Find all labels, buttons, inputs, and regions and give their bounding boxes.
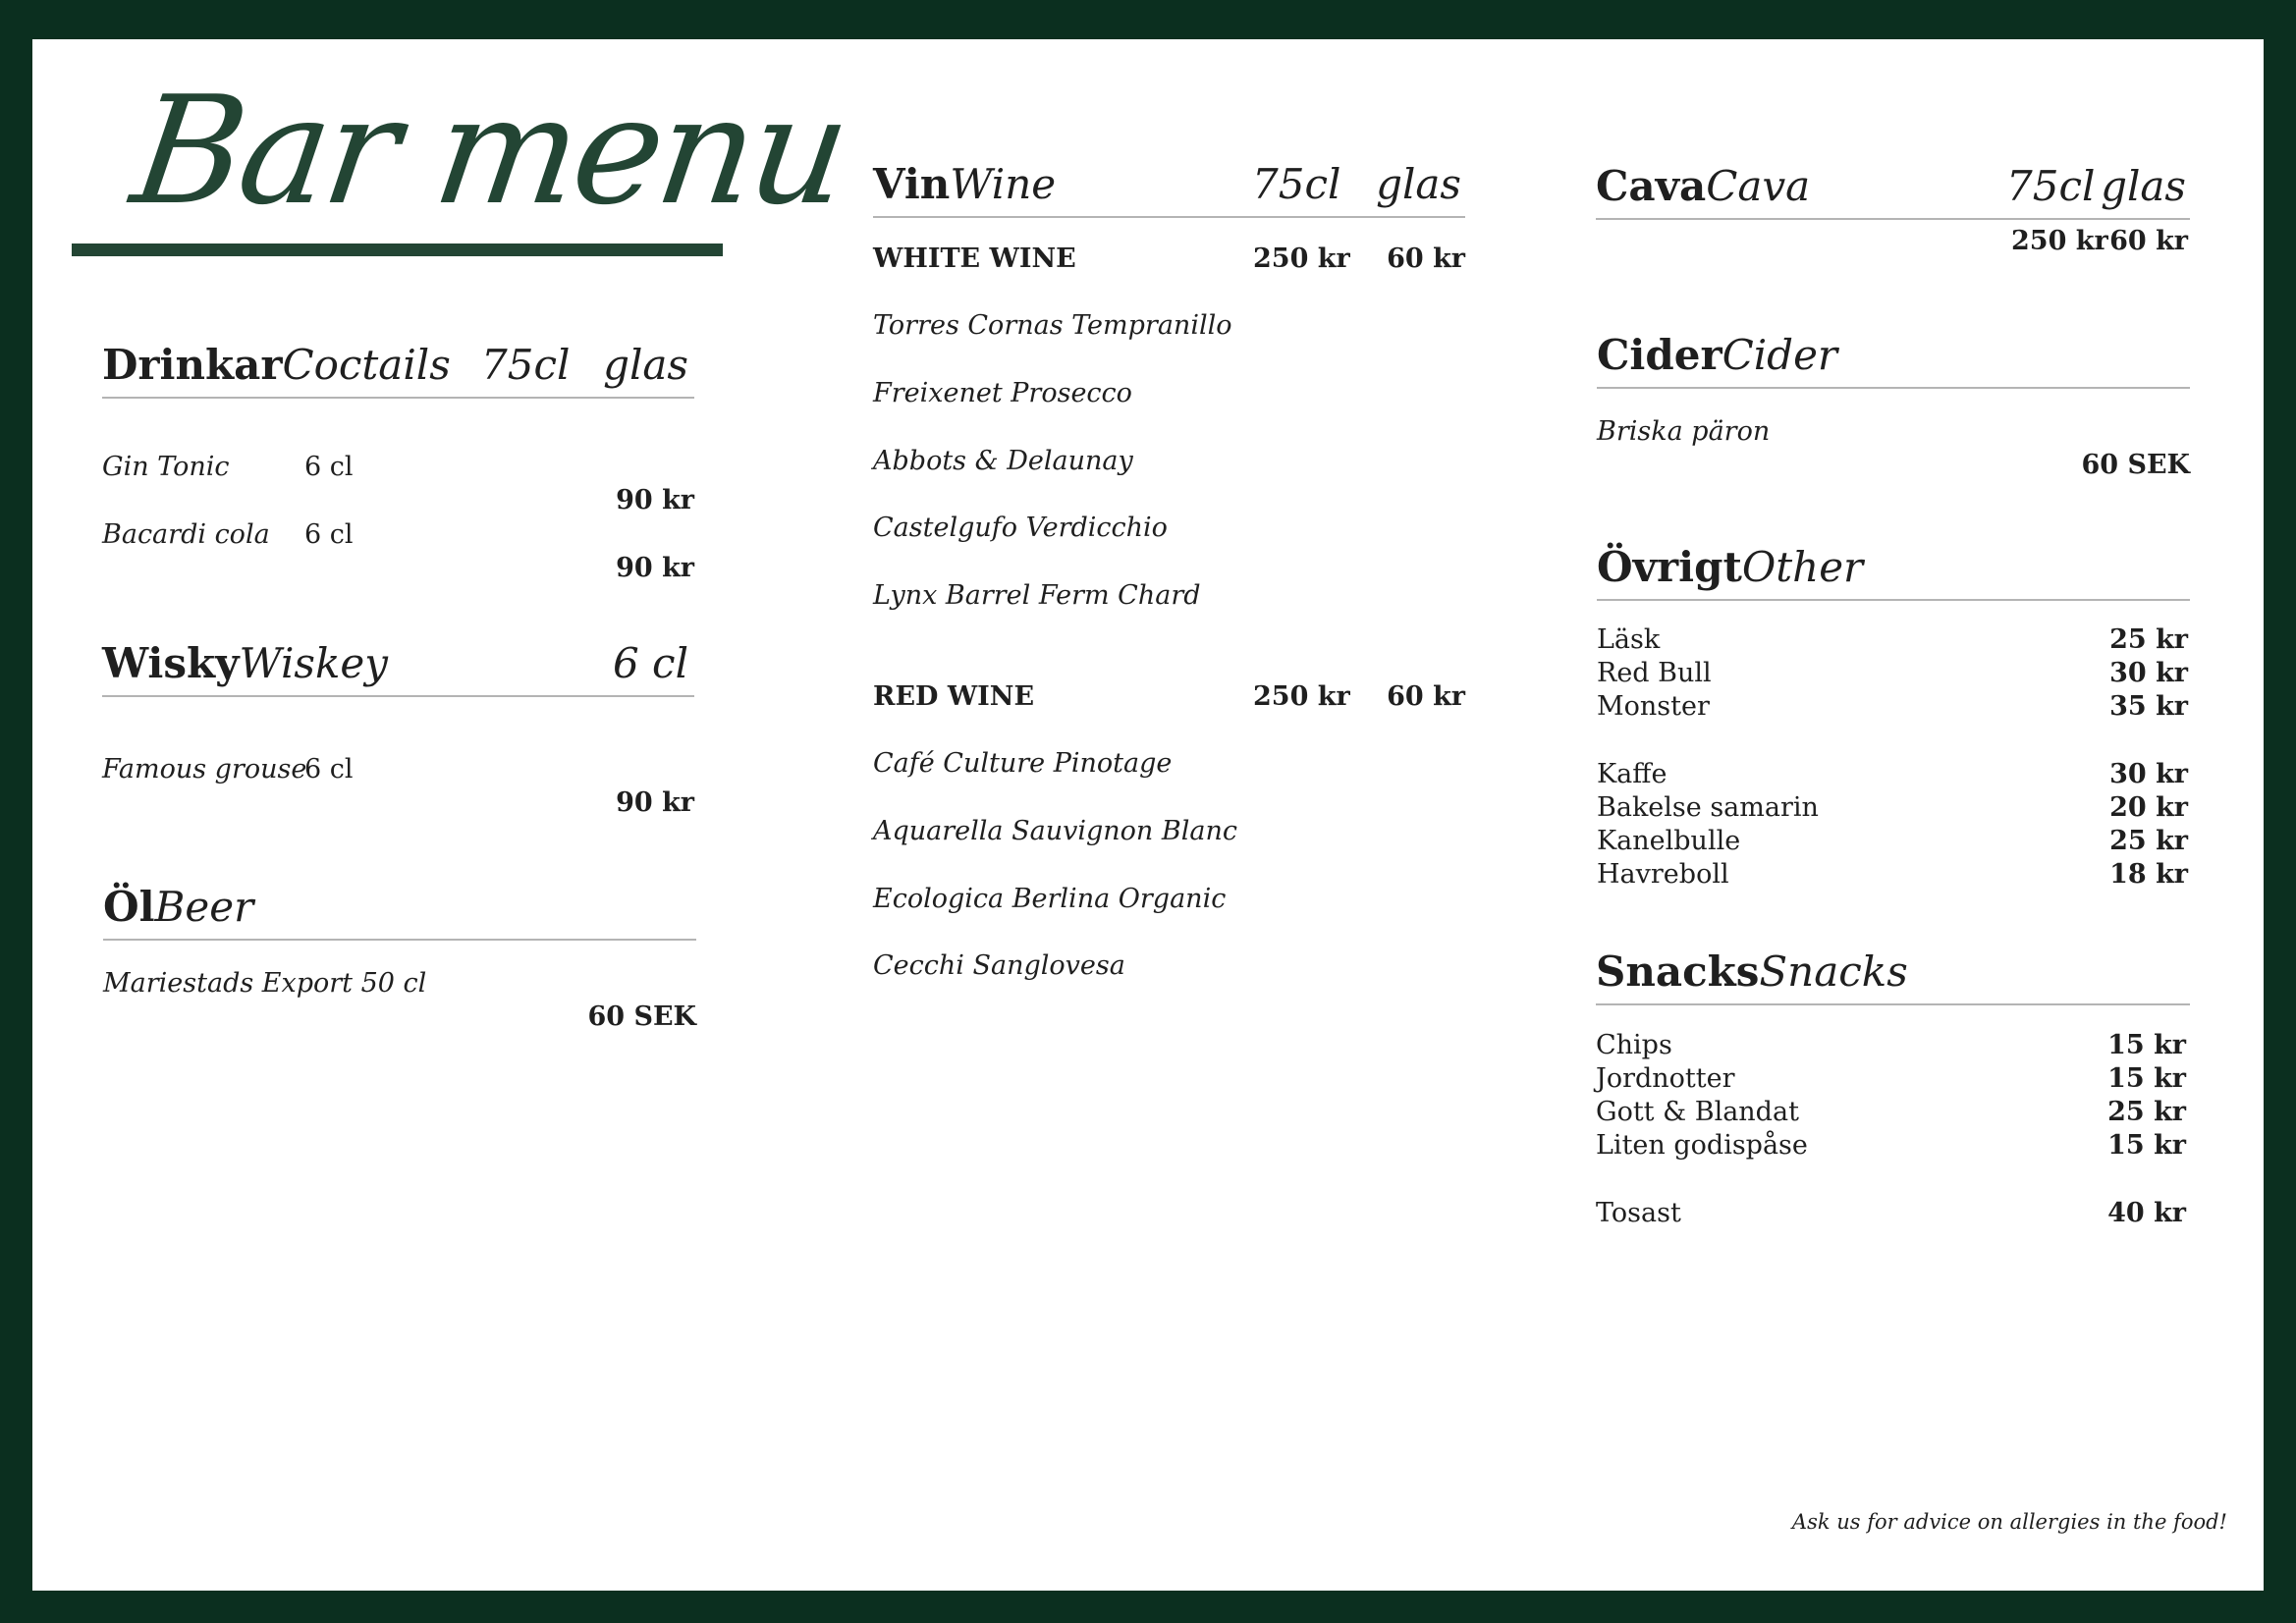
item-price: 18 kr <box>2109 859 2188 890</box>
section-header <box>102 628 694 697</box>
title-en: Cider <box>1722 331 1837 379</box>
title-sv: Snacks <box>1596 947 1760 996</box>
item-price: 30 kr <box>2109 759 2188 789</box>
item-price: 60 SEK <box>2081 450 2190 480</box>
section-title <box>102 639 388 687</box>
section-title <box>1597 331 1837 379</box>
title-sv: Övrigt <box>1597 543 1742 591</box>
item-price: 40 kr <box>2107 1198 2186 1228</box>
section-title <box>1597 543 1863 591</box>
red-wine-bottle-price: 250 kr <box>1253 681 1350 712</box>
item-price: 25 kr <box>2109 826 2188 856</box>
item-name: Famous grouse <box>102 754 307 784</box>
title-sv: Drinkar <box>102 341 283 389</box>
white-wine-glass-price: 60 kr <box>1387 243 1465 274</box>
wine-item: Lynx Barrel Ferm Chard <box>873 580 1201 611</box>
title-en: Coctails <box>282 341 451 389</box>
item-price: 15 kr <box>2107 1030 2186 1060</box>
title-sv: Cider <box>1597 331 1722 379</box>
column-header-bottle: 75cl <box>1252 160 1341 208</box>
section-title <box>1596 947 1908 996</box>
item-size: 6 cl <box>304 452 354 482</box>
item-price: 90 kr <box>616 485 694 515</box>
title-en: Wiskey <box>239 639 388 687</box>
section-cava <box>1596 155 2190 273</box>
section-header <box>1596 155 2190 220</box>
item-name: Kanelbulle <box>1597 826 1741 856</box>
section-title <box>103 883 253 931</box>
column-header-size: 6 cl <box>612 639 688 687</box>
item-name: Mariestads Export 50 cl <box>103 968 427 999</box>
item-name: Läsk <box>1597 624 1661 655</box>
wine-item: Freixenet Prosecco <box>873 378 1132 408</box>
white-wine-label: WHITE WINE <box>873 243 1076 274</box>
item-price: 60 SEK <box>587 1001 696 1032</box>
item-price: 90 kr <box>616 787 694 818</box>
white-wine-bottle-price: 250 kr <box>1253 243 1350 274</box>
wine-item: Ecologica Berlina Organic <box>873 884 1227 914</box>
section-header <box>103 878 696 941</box>
item-name: Red Bull <box>1597 658 1712 688</box>
title-underline <box>72 243 723 256</box>
red-wine-label: RED WINE <box>873 681 1035 712</box>
red-wine-glass-price: 60 kr <box>1387 681 1465 712</box>
section-drinks <box>102 336 694 583</box>
item-price: 15 kr <box>2107 1063 2186 1094</box>
item-price: 25 kr <box>2109 624 2188 655</box>
title-sv: Cava <box>1596 162 1707 210</box>
title-en: Snacks <box>1759 947 1908 996</box>
item-price: 25 kr <box>2107 1097 2186 1127</box>
item-name: Kaffe <box>1597 759 1667 789</box>
column-header-glass: glas <box>603 341 688 389</box>
wine-item: Torres Cornas Tempranillo <box>873 310 1232 341</box>
wine-item: Castelgufo Verdicchio <box>873 513 1168 543</box>
title-sv: Wisky <box>102 639 240 687</box>
cava-bottle-price: 250 kr <box>2011 226 2108 256</box>
title-en: Other <box>1741 543 1864 591</box>
allergy-note: Ask us for advice on allergies in the food! <box>1791 1510 2227 1534</box>
title-sv: Vin <box>873 160 951 208</box>
item-size: 6 cl <box>304 519 354 550</box>
wine-item: Abbots & Delaunay <box>873 446 1133 476</box>
item-name: Tosast <box>1596 1198 1681 1228</box>
wine-item: Café Culture Pinotage <box>873 748 1173 779</box>
menu-sheet <box>32 39 2264 1591</box>
menu-title: Bar menu <box>123 64 856 238</box>
column-header-bottle: 75cl <box>481 341 571 389</box>
section-header <box>1597 538 2190 601</box>
item-name: Gin Tonic <box>102 452 230 482</box>
column-header-bottle: 75cl <box>2006 162 2096 210</box>
section-title <box>102 341 451 389</box>
wine-item: Cecchi Sanglovesa <box>873 950 1125 981</box>
title-en: Beer <box>154 883 254 931</box>
section-header <box>873 153 1465 218</box>
section-wine <box>873 153 1465 1017</box>
item-name: Jordnotter <box>1596 1063 1735 1094</box>
column-header-glass: glas <box>1376 160 1461 208</box>
item-name: Havreboll <box>1597 859 1729 890</box>
item-price: 90 kr <box>616 553 694 583</box>
item-size: 6 cl <box>304 754 354 784</box>
title-en: Cava <box>1706 162 1811 210</box>
item-name: Bacardi cola <box>102 519 270 550</box>
section-snacks <box>1596 943 2190 1237</box>
item-name: Monster <box>1597 691 1710 722</box>
item-name: Chips <box>1596 1030 1672 1060</box>
item-price: 15 kr <box>2107 1130 2186 1161</box>
section-title <box>1596 162 1810 210</box>
title-sv: Öl <box>103 883 155 931</box>
section-header <box>102 336 694 399</box>
section-beer <box>103 878 696 1055</box>
section-title <box>873 160 1056 208</box>
cava-glass-price: 60 kr <box>2109 226 2188 256</box>
section-header <box>1597 326 2190 389</box>
section-other <box>1597 538 2190 911</box>
column-header-glass: glas <box>2101 162 2186 210</box>
item-price: 30 kr <box>2109 658 2188 688</box>
wine-item: Aquarella Sauvignon Blanc <box>873 816 1237 846</box>
item-name: Gott & Blandat <box>1596 1097 1799 1127</box>
section-header <box>1596 943 2190 1005</box>
item-price: 20 kr <box>2109 792 2188 823</box>
item-name: Briska päron <box>1597 416 1771 447</box>
section-cider <box>1597 326 2190 483</box>
item-price: 35 kr <box>2109 691 2188 722</box>
item-name: Liten godispåse <box>1596 1130 1808 1161</box>
title-en: Wine <box>950 160 1057 208</box>
section-whisky <box>102 628 694 825</box>
item-name: Bakelse samarin <box>1597 792 1819 823</box>
